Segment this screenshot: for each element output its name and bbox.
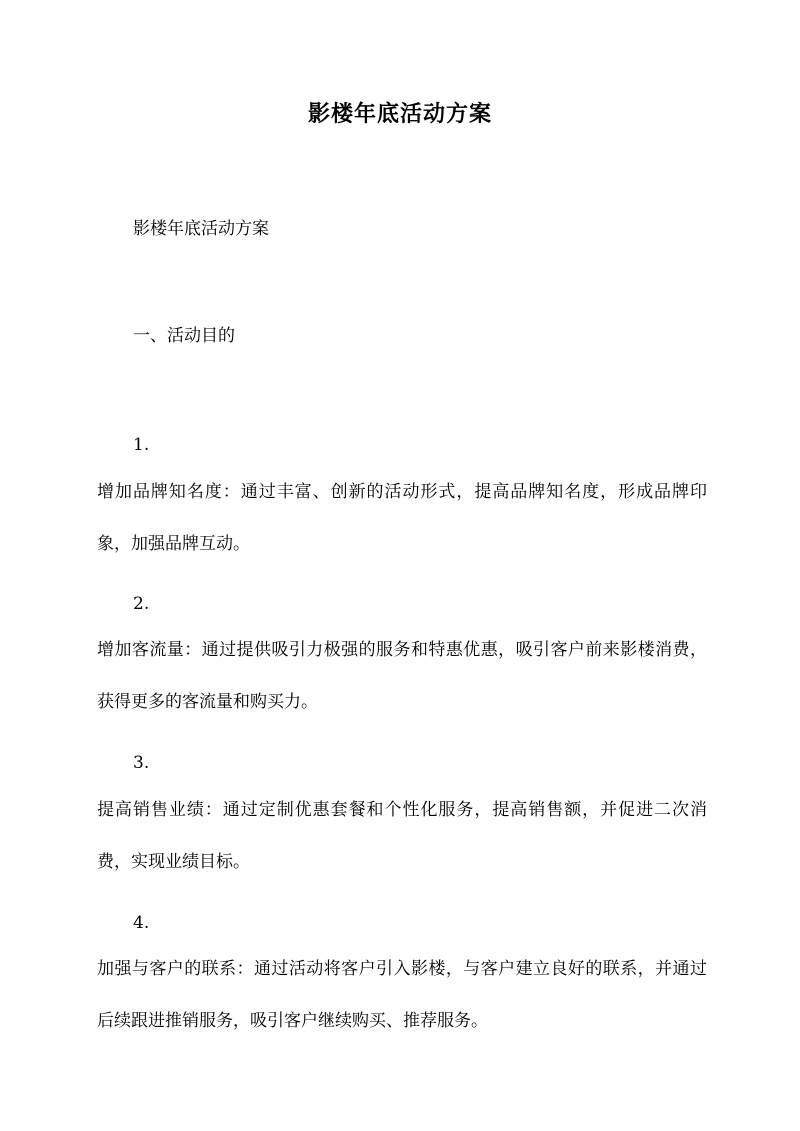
item-number-3: 3.	[133, 753, 150, 773]
item-number-2: 2.	[133, 594, 150, 614]
document-subtitle: 影楼年底活动方案	[133, 219, 269, 239]
item-text-2: 增加客流量：通过提供吸引力极强的服务和特惠优惠，吸引客户前来影楼消费，获得更多的客流量和购买力。	[97, 640, 707, 712]
item-text-4: 加强与客户的联系：通过活动将客户引入影楼，与客户建立良好的联系，并通过后续跟进推销服务，吸引客户继续购买、推荐服务。	[97, 959, 707, 1031]
item-number-1: 1.	[133, 435, 150, 455]
item-text-3: 提高销售业绩：通过定制优惠套餐和个性化服务，提高销售额，并促进二次消费，实现业绩目标。	[97, 800, 707, 872]
item-text-1: 增加品牌知名度：通过丰富、创新的活动形式，提高品牌知名度，形成品牌印象，加强品牌互动。	[97, 482, 707, 554]
page-title: 影楼年底活动方案	[307, 101, 492, 127]
section-heading: 一、活动目的	[133, 326, 235, 346]
item-number-4: 4.	[133, 913, 150, 933]
